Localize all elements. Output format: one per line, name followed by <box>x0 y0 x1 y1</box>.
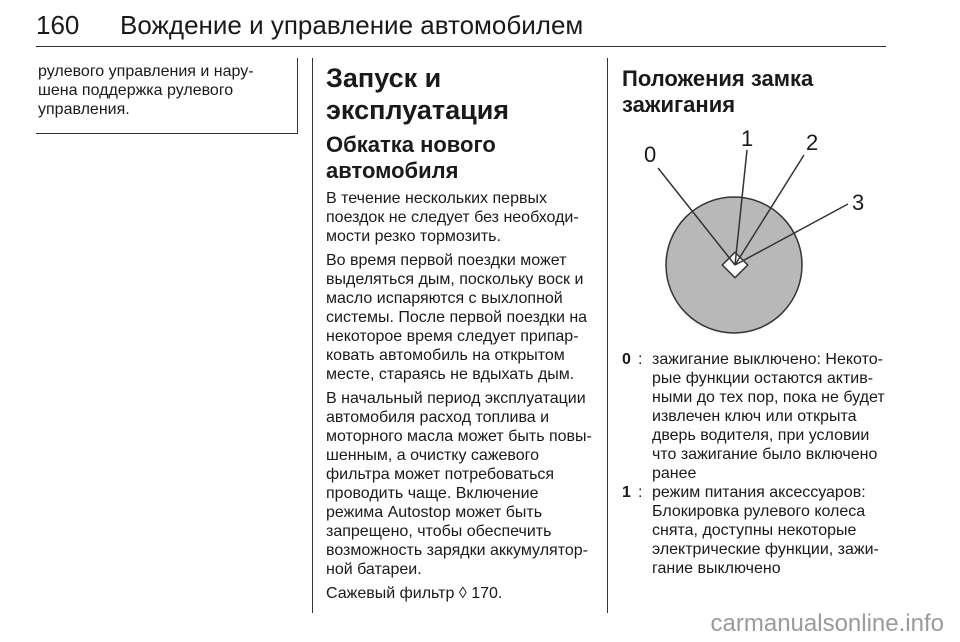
definition-key: 1 <box>622 484 631 501</box>
column-divider-1 <box>312 58 313 613</box>
page-number: 160 <box>36 10 80 40</box>
ignition-positions-diagram <box>622 122 892 342</box>
watermark: carmanualsonline.info <box>710 610 944 637</box>
position-definitions <box>622 350 892 578</box>
continued-note-box <box>36 58 298 134</box>
definition-item: 1 : режим питания аксессуаров: Блокировка рулевого колеса снята, доступны некоторые электрические функции, зажи- гание выключено <box>622 483 892 578</box>
definition-key: 0 <box>622 351 631 368</box>
section-title: Запуск и эксплуатация <box>326 63 510 125</box>
reference-page: 170. <box>471 585 503 602</box>
definition-item: 0 : зажигание выключено: Некото- рые функции остаются актив- ными до тех пор, пока не будет извлечен ключ или открыта дверь водителя, при условии что зажигание было включено ранее <box>622 350 892 483</box>
cross-reference-link[interactable]: Сажевый фильтр ◊ 170. <box>326 585 503 602</box>
reference-arrow-icon: ◊ <box>458 585 467 602</box>
position-label-0: 0 <box>644 142 657 167</box>
subsection-title: Обкатка нового автомобиля <box>326 132 496 183</box>
position-label-1: 1 <box>741 126 754 151</box>
page-header <box>36 6 886 50</box>
column-divider-2 <box>607 58 608 613</box>
header-divider <box>36 46 886 47</box>
definition-text: режим питания аксессуаров: Блокировка рулевого колеса снята, доступны некоторые электрические функции, зажи- гание выключено <box>652 484 879 577</box>
paragraph: В начальный период эксплуатации автомобиля расход топлива и моторного масла может быть повы- шенным, а очистку сажевого фильтра может потребоваться проводить чаще. Включение режима Autostop может быть запрещено, чтобы обеспечить возможность зарядки аккумулятор- ной батареи. <box>326 390 592 578</box>
ignition-title: Положения замка зажигания <box>622 66 814 117</box>
position-label-3: 3 <box>852 190 865 215</box>
paragraph: Во время первой поездки может выделяться дым, поскольку воск и масло испаряются с выхлопной системы. После первой поездки на некоторое время следует припар- ковать автомобиль на открытом месте, стараясь не вдыхать дым. <box>326 252 588 383</box>
ignition-section <box>622 66 892 118</box>
startup-section <box>326 62 592 603</box>
note-text: рулевого управления и нару- шена поддержка рулевого управления. <box>38 63 254 118</box>
definition-text: зажигание выключено: Некото- рые функции остаются актив- ными до тех пор, пока не будет извлечен ключ или открыта дверь водителя, при условии что зажигание было включено ранее <box>652 351 885 482</box>
chapter-title: Вождение и управление автомобилем <box>120 10 584 40</box>
paragraph: В течение нескольких первых поездок не следует без необходи- мости резко тормозить. <box>326 190 579 245</box>
position-label-2: 2 <box>806 130 819 155</box>
